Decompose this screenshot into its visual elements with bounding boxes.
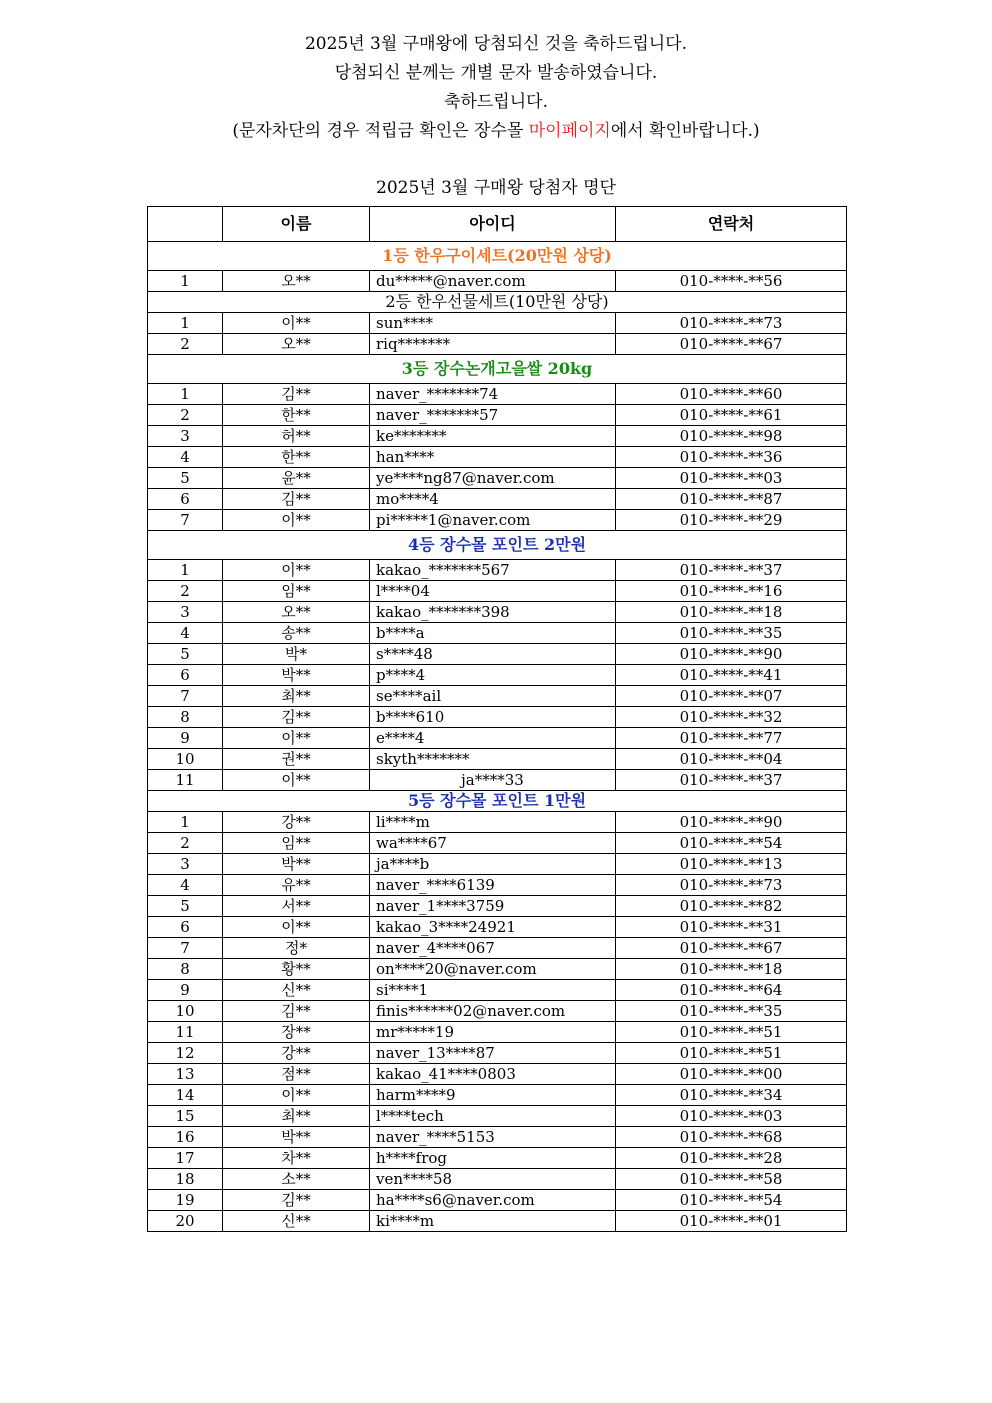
table-row: [148, 623, 847, 644]
winners-table: [147, 206, 847, 1232]
winner-id: mr*****19: [370, 1022, 616, 1043]
table-row: [148, 833, 847, 854]
winner-number: 4: [148, 875, 223, 896]
table-row: [148, 854, 847, 875]
winner-name: 박**: [223, 665, 370, 686]
table-row: [148, 510, 847, 531]
winner-number: 3: [148, 854, 223, 875]
winner-number: 14: [148, 1085, 223, 1106]
winner-name: 임**: [223, 833, 370, 854]
winner-number: 3: [148, 602, 223, 623]
winner-number: 10: [148, 749, 223, 770]
winner-name: 이**: [223, 313, 370, 334]
winner-phone: 010-****-**67: [616, 334, 847, 355]
winner-phone: 010-****-**28: [616, 1148, 847, 1169]
winner-number: 10: [148, 1001, 223, 1022]
winner-id: li****m: [370, 812, 616, 833]
winner-id: naver_13****87: [370, 1043, 616, 1064]
winner-id: b****a: [370, 623, 616, 644]
winner-number: 9: [148, 728, 223, 749]
winner-phone: 010-****-**04: [616, 749, 847, 770]
winner-number: 19: [148, 1190, 223, 1211]
table-row: [148, 581, 847, 602]
winner-phone: 010-****-**35: [616, 623, 847, 644]
notice-line-4-before: (문자차단의 경우 적립금 확인은 장수몰: [232, 121, 529, 141]
winner-phone: 010-****-**37: [616, 770, 847, 791]
winner-name: 최**: [223, 1106, 370, 1127]
table-row: [148, 749, 847, 770]
winner-name: 강**: [223, 812, 370, 833]
winner-name: 정*: [223, 938, 370, 959]
winner-name: 신**: [223, 1211, 370, 1232]
winner-id: p****4: [370, 665, 616, 686]
winner-phone: 010-****-**32: [616, 707, 847, 728]
winner-name: 신**: [223, 980, 370, 1001]
table-row: [148, 1043, 847, 1064]
winner-id: han****: [370, 447, 616, 468]
winner-phone: 010-****-**34: [616, 1085, 847, 1106]
winner-number: 16: [148, 1127, 223, 1148]
winner-name: 김**: [223, 707, 370, 728]
winner-name: 오**: [223, 602, 370, 623]
winner-name: 이**: [223, 917, 370, 938]
winner-name: 송**: [223, 623, 370, 644]
winner-phone: 010-****-**03: [616, 468, 847, 489]
winner-number: 4: [148, 623, 223, 644]
winner-id: finis******02@naver.com: [370, 1001, 616, 1022]
winner-number: 7: [148, 938, 223, 959]
winner-phone: 010-****-**13: [616, 854, 847, 875]
winner-number: 2: [148, 405, 223, 426]
prize-section-row: [148, 355, 847, 384]
table-row: [148, 1127, 847, 1148]
winner-phone: 010-****-**18: [616, 602, 847, 623]
column-header-phone: 연락처: [616, 207, 847, 242]
winner-number: 5: [148, 644, 223, 665]
table-row: [148, 426, 847, 447]
winner-number: 7: [148, 510, 223, 531]
table-row: [148, 560, 847, 581]
winner-name: 임**: [223, 581, 370, 602]
winner-phone: 010-****-**98: [616, 426, 847, 447]
winner-id: ke*******: [370, 426, 616, 447]
table-title: 2025년 3월 구매왕 당첨자 명단: [376, 178, 616, 198]
winner-phone: 010-****-**51: [616, 1022, 847, 1043]
winner-number: 9: [148, 980, 223, 1001]
winner-name: 박**: [223, 1127, 370, 1148]
table-header-row: [148, 207, 847, 242]
winner-name: 강**: [223, 1043, 370, 1064]
winner-phone: 010-****-**54: [616, 833, 847, 854]
winner-id: kakao_*******567: [370, 560, 616, 581]
table-row: [148, 896, 847, 917]
table-row: [148, 812, 847, 833]
table-row: [148, 959, 847, 980]
prize-section-title: 4등 장수몰 포인트 2만원: [148, 531, 847, 560]
table-row: [148, 770, 847, 791]
winner-id: ja****33: [370, 770, 616, 791]
winner-name: 점**: [223, 1064, 370, 1085]
winner-id: naver_*******57: [370, 405, 616, 426]
winner-name: 이**: [223, 560, 370, 581]
table-row: [148, 980, 847, 1001]
winner-number: 1: [148, 384, 223, 405]
winner-name: 한**: [223, 447, 370, 468]
table-row: [148, 707, 847, 728]
prize-section-row: [148, 531, 847, 560]
notice-line-3: 축하드립니다.: [444, 92, 548, 112]
winner-phone: 010-****-**35: [616, 1001, 847, 1022]
winner-phone: 010-****-**00: [616, 1064, 847, 1085]
winner-name: 차**: [223, 1148, 370, 1169]
winner-number: 1: [148, 271, 223, 292]
table-row: [148, 1022, 847, 1043]
table-row: [148, 1169, 847, 1190]
winner-id: kakao_*******398: [370, 602, 616, 623]
winner-phone: 010-****-**51: [616, 1043, 847, 1064]
table-row: [148, 602, 847, 623]
table-row: [148, 447, 847, 468]
winner-name: 권**: [223, 749, 370, 770]
winner-id: pi*****1@naver.com: [370, 510, 616, 531]
winner-name: 장**: [223, 1022, 370, 1043]
winner-id: ja****b: [370, 854, 616, 875]
winner-id: harm****9: [370, 1085, 616, 1106]
winner-number: 2: [148, 334, 223, 355]
winner-name: 이**: [223, 1085, 370, 1106]
winner-id: skyth*******: [370, 749, 616, 770]
column-header-id: 아이디: [370, 207, 616, 242]
prize-section-title: 3등 장수논개고을쌀 20kg: [148, 355, 847, 384]
winner-phone: 010-****-**31: [616, 917, 847, 938]
column-header-number: [148, 207, 223, 242]
winner-name: 서**: [223, 896, 370, 917]
winner-id: b****610: [370, 707, 616, 728]
notice-line-4: [0, 117, 992, 146]
winner-id: sun****: [370, 313, 616, 334]
winner-phone: 010-****-**01: [616, 1211, 847, 1232]
winner-phone: 010-****-**68: [616, 1127, 847, 1148]
winner-number: 13: [148, 1064, 223, 1085]
winner-name: 김**: [223, 384, 370, 405]
winner-phone: 010-****-**90: [616, 812, 847, 833]
winner-number: 11: [148, 1022, 223, 1043]
table-row: [148, 1085, 847, 1106]
winner-name: 이**: [223, 728, 370, 749]
winner-id: ven****58: [370, 1169, 616, 1190]
notice-line-4-after: 에서 확인바랍니다.): [610, 121, 760, 141]
notice-line-2: 당첨되신 분께는 개별 문자 발송하였습니다.: [334, 63, 658, 83]
winner-id: s****48: [370, 644, 616, 665]
winner-id: naver_****5153: [370, 1127, 616, 1148]
winner-name: 황**: [223, 959, 370, 980]
winner-id: l****tech: [370, 1106, 616, 1127]
table-row: [148, 1001, 847, 1022]
winner-id: l****04: [370, 581, 616, 602]
table-row: [148, 313, 847, 334]
winner-number: 5: [148, 468, 223, 489]
table-row: [148, 665, 847, 686]
winner-phone: 010-****-**03: [616, 1106, 847, 1127]
winner-number: 20: [148, 1211, 223, 1232]
winner-number: 2: [148, 833, 223, 854]
table-row: [148, 728, 847, 749]
winner-phone: 010-****-**18: [616, 959, 847, 980]
winner-number: 2: [148, 581, 223, 602]
table-row: [148, 938, 847, 959]
winner-number: 4: [148, 447, 223, 468]
winner-phone: 010-****-**61: [616, 405, 847, 426]
prize-section-row: [148, 242, 847, 271]
winner-number: 11: [148, 770, 223, 791]
winner-name: 김**: [223, 1190, 370, 1211]
winner-id: wa****67: [370, 833, 616, 854]
winner-name: 소**: [223, 1169, 370, 1190]
table-row: [148, 917, 847, 938]
prize-section-title: 2등 한우선물세트(10만원 상당): [148, 292, 847, 313]
winner-number: 6: [148, 665, 223, 686]
winner-id: kakao_3****24921: [370, 917, 616, 938]
winner-id: riq*******: [370, 334, 616, 355]
winner-phone: 010-****-**67: [616, 938, 847, 959]
winner-number: 1: [148, 313, 223, 334]
winner-name: 허**: [223, 426, 370, 447]
winner-number: 12: [148, 1043, 223, 1064]
winner-phone: 010-****-**73: [616, 875, 847, 896]
winner-id: kakao_41****0803: [370, 1064, 616, 1085]
winner-phone: 010-****-**87: [616, 489, 847, 510]
notice: [0, 30, 992, 146]
winner-name: 김**: [223, 489, 370, 510]
winner-id: du*****@naver.com: [370, 271, 616, 292]
winner-number: 1: [148, 812, 223, 833]
winner-id: ye****ng87@naver.com: [370, 468, 616, 489]
winner-phone: 010-****-**82: [616, 896, 847, 917]
table-row: [148, 334, 847, 355]
winner-name: 이**: [223, 770, 370, 791]
winner-phone: 010-****-**54: [616, 1190, 847, 1211]
winner-phone: 010-****-**07: [616, 686, 847, 707]
winner-id: si****1: [370, 980, 616, 1001]
winner-phone: 010-****-**16: [616, 581, 847, 602]
winner-number: 8: [148, 707, 223, 728]
winner-name: 한**: [223, 405, 370, 426]
winner-phone: 010-****-**56: [616, 271, 847, 292]
winner-number: 6: [148, 489, 223, 510]
mypage-highlight: 마이페이지: [528, 121, 611, 141]
table-row: [148, 468, 847, 489]
winner-number: 3: [148, 426, 223, 447]
winner-name: 이**: [223, 510, 370, 531]
winner-name: 윤**: [223, 468, 370, 489]
winner-id: h****frog: [370, 1148, 616, 1169]
winner-number: 8: [148, 959, 223, 980]
prize-section-row: [148, 292, 847, 313]
winner-number: 15: [148, 1106, 223, 1127]
winner-number: 1: [148, 560, 223, 581]
winner-id: e****4: [370, 728, 616, 749]
winner-name: 박*: [223, 644, 370, 665]
winner-number: 18: [148, 1169, 223, 1190]
winner-id: ha****s6@naver.com: [370, 1190, 616, 1211]
winner-name: 유**: [223, 875, 370, 896]
winner-id: naver_****6139: [370, 875, 616, 896]
winner-phone: 010-****-**64: [616, 980, 847, 1001]
table-row: [148, 271, 847, 292]
table-row: [148, 875, 847, 896]
winner-name: 최**: [223, 686, 370, 707]
table-row: [148, 686, 847, 707]
prize-section-title: 1등 한우구이세트(20만원 상당): [148, 242, 847, 271]
winner-phone: 010-****-**29: [616, 510, 847, 531]
notice-line-1: 2025년 3월 구매왕에 당첨되신 것을 축하드립니다.: [304, 34, 688, 54]
prize-section-row: [148, 791, 847, 812]
winner-name: 오**: [223, 271, 370, 292]
winner-phone: 010-****-**60: [616, 384, 847, 405]
winner-number: 6: [148, 917, 223, 938]
winner-id: on****20@naver.com: [370, 959, 616, 980]
table-row: [148, 1064, 847, 1085]
winner-id: se****ail: [370, 686, 616, 707]
winner-name: 오**: [223, 334, 370, 355]
table-row: [148, 489, 847, 510]
table-row: [148, 1106, 847, 1127]
winner-id: naver_1****3759: [370, 896, 616, 917]
winner-id: naver_*******74: [370, 384, 616, 405]
winner-phone: 010-****-**58: [616, 1169, 847, 1190]
table-row: [148, 1211, 847, 1232]
winner-phone: 010-****-**37: [616, 560, 847, 581]
winner-phone: 010-****-**36: [616, 447, 847, 468]
winner-number: 7: [148, 686, 223, 707]
winner-phone: 010-****-**90: [616, 644, 847, 665]
winner-number: 5: [148, 896, 223, 917]
winner-id: ki****m: [370, 1211, 616, 1232]
table-row: [148, 384, 847, 405]
table-row: [148, 1190, 847, 1211]
winner-phone: 010-****-**73: [616, 313, 847, 334]
table-row: [148, 405, 847, 426]
table-row: [148, 1148, 847, 1169]
winner-name: 김**: [223, 1001, 370, 1022]
table-row: [148, 644, 847, 665]
winner-number: 17: [148, 1148, 223, 1169]
column-header-name: 이름: [223, 207, 370, 242]
prize-section-title: 5등 장수몰 포인트 1만원: [148, 791, 847, 812]
winner-phone: 010-****-**41: [616, 665, 847, 686]
winner-name: 박**: [223, 854, 370, 875]
winner-id: mo****4: [370, 489, 616, 510]
winner-id: naver_4****067: [370, 938, 616, 959]
winners-body: [148, 242, 847, 1232]
winner-phone: 010-****-**77: [616, 728, 847, 749]
